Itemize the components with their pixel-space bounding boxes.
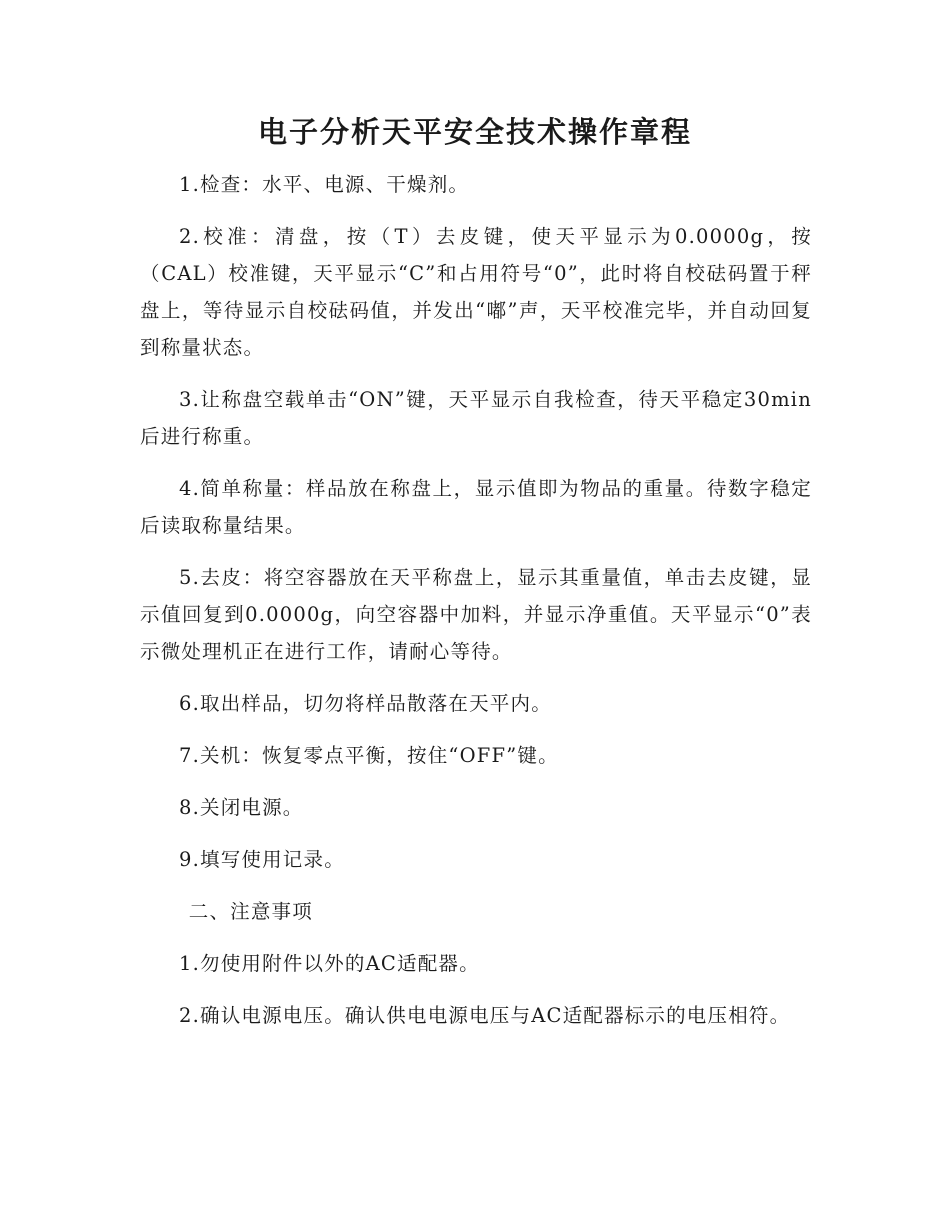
step-check: 1.检查：水平、电源、干燥剂。 bbox=[179, 173, 470, 196]
document-title: 电子分析天平安全技术操作章程 bbox=[257, 115, 692, 149]
step-power-on: 3.让称盘空载单击“ON”键，天平显示自我检查，待天平稳定30min后进行称重。 bbox=[140, 388, 812, 448]
step-remove-sample: 6.取出样品，切勿将样品散落在天平内。 bbox=[179, 692, 552, 715]
step-calibrate: 2.校准：清盘，按（T）去皮键，使天平显示为0.0000g，按（CAL）校准键，天平显示“C”和占用符号“0”，此时将自校砝码置于秤盘上，等待显示自校砝码值，并发出“嘟”声，天平校准完毕，并自动回复到称量状态。 bbox=[140, 225, 812, 359]
step-shutdown: 7.关机：恢复零点平衡，按住“OFF”键。 bbox=[179, 744, 559, 767]
precaution-voltage: 2.确认电源电压。确认供电电源电压与AC适配器标示的电压相符。 bbox=[179, 1004, 791, 1027]
precaution-adapter: 1.勿使用附件以外的AC适配器。 bbox=[179, 952, 480, 975]
step-power-off: 8.关闭电源。 bbox=[179, 796, 304, 819]
step-tare: 5.去皮：将空容器放在天平称盘上，显示其重量值，单击去皮键，显示值回复到0.0000g，向空容器中加料，并显示净重值。天平显示“0”表示微处理机正在进行工作，请耐心等待。 bbox=[140, 566, 812, 663]
document-body bbox=[140, 166, 812, 1049]
section-heading-precautions: 二、注意事项 bbox=[188, 900, 313, 923]
step-simple-weighing: 4.简单称量：样品放在称盘上，显示值即为物品的重量。待数字稳定后读取称量结果。 bbox=[140, 477, 812, 537]
step-record: 9.填写使用记录。 bbox=[179, 848, 345, 871]
